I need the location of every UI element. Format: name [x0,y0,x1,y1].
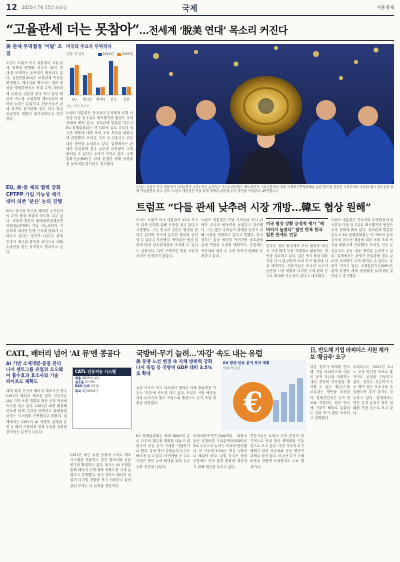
chart-tick-label: 캐나다 [95,97,106,102]
chart-bar-일본-2024년 [122,87,126,95]
chart-bar-캐나다-2024년 [96,88,100,95]
infobox-row-value: 2만명 [90,384,99,389]
lead-subhead-2: EU, 美·중 제외 협력 강화 CPTPP 가입 가능성 제기 대미 의존 '분산' 논의 진행 [6,186,62,205]
chart-bar-일본-2025년 [127,87,131,95]
headline-part1: “고율관세 더는 못참아” [6,23,140,38]
section-name: 국제 [182,3,198,13]
trump-trophy-photo[interactable] [136,44,394,184]
sub-column-4 [331,218,393,340]
article-rapidus-title: 日, 반도체 기업 라피더스 지원 재가 보 '황금주' 요구 [310,348,389,361]
article-catl-body: 세계 최대 전기차 배터리 제조사인 중국 CATL이 배터리 제조를 넘어 인공지능(AI) 기반 소재 개발과 생산 공정 혁신에 속도를 내고 있다. CATL은 AI를 활용해 신소재 탐색 기간을 단축하고 불량률을 낮추는 시스템을 구축했다고 밝혔다. 업계에서는 CATL이 AI 역량을 앞세워 유럽 등 해외 시장에서 경쟁 우위를 강화할 것이라는 분석이 나온다. [6,389,67,434]
chart-source: 자료: 미국 상무부 [66,104,90,108]
legend-label-2024: 2024년 [102,52,114,56]
headline-part2: …전세계 ‘脫美 연대’ 목소리 커진다 [139,26,288,37]
chart-bar-캐나다-2025년 [101,87,105,95]
chart-bar-멕시코-2024년 [83,75,87,95]
main-headline[interactable] [6,19,394,40]
article-catl[interactable] [6,348,132,558]
article-europe-columns [136,434,306,556]
article-rapidus-columns [310,365,394,555]
sub-column-1-body: 도널드 트럼프 미국 대통령은 13일 각국이 관세 인하를 위해 시장을 열고 있다고 주장했다. 그는 한국과 일본도 협상을 원하고 있다며 자국에 유리한 합의를 끌어낼 수 있다고 자신했다. 백악관은 협상 결과에 따라 상호관세율을 조정할 수 있다는 입장이다. 다만 구체적인 협상 시한과 조건은 공개하지 않았다. [136,218,198,258]
sub-column-3 [266,218,328,340]
euro-graphic-title: EU 방위·안보 분야 투자 계획 [223,361,270,365]
sub-headline[interactable]: 트럼프 “다들 관세 낮추려 시장 개방…韓도 협상 원해” [136,202,371,214]
paper-name: 서울경제 [376,6,394,11]
article-catl-title: CATL, 배터리 넘어 'AI 뮤'엔 콩공다 [6,349,121,358]
article-rapidus[interactable] [310,348,394,558]
photo-caption: 도널드 트럼프 미국 대통령이 13일(현지 시간) 미국 뉴저지주 이스트러더퍼드 메트라이프 스타디움에서 열린 국제축구연맹(FIFA) 클럽 월드컵 결승전 시상식에서 우승팀 첼시 선수들과 함께 기념촬영을 하고 있다. 트럼프 대통령은 이날 관세 정책과 관련해 추가 발언을 이어갔다. AP연합뉴스 [136,185,394,193]
chart-bar-멕시코-2025년 [88,73,92,95]
chart-unit: 단위: 억 달러 [66,52,85,56]
chart-title: 미국의 주요국 무역적자 [66,45,112,50]
trade-deficit-chart [66,44,133,108]
euro-sign-icon [221,360,306,430]
infobox-row-label: 매출 [75,376,81,380]
chart-bar-EU-2025년 [75,65,79,95]
article-europe-body-2: 북대서양조약기구(NATO) 회원국들은 국방비를 국내총생산(GDP)의 5% 수준으로 늘리는 목표에 합의했다. 이 가운데 3.5%는 핵심 국방비로 채워야 한다. 유럽 각국은 재정 부담에도 안보 환경 변화에 대응하기 위해 예산을 늘리고 있다. [193,434,247,469]
sub-column-1 [136,218,198,340]
chart-tick-label: EU [72,97,77,102]
article-europe-defense[interactable] [136,348,306,558]
svg-text:€: € [243,386,263,419]
article-catl-lead: AI 기반 소재개발·품질 관리 나서 센트그룹 유럽과 오오웨어 흡수효과 효소사와 기술 파이프도 제확도 [6,362,63,385]
masthead [6,3,394,16]
chart-tick-label: 중국 [110,97,117,102]
article-europe-title: 국방비·무기 늘려…'자강' 속도 내는 유럽 [136,349,263,358]
chart-bar-중국-2024년 [109,61,113,95]
lead-body: 도널드 트럼프 미국 대통령의 고율 관세 정책에 반발해 각국이 '탈미 연대'를 모색하는 움직임이 확산되고 있다. 유럽연합(EU)은 보복관세 목록을 확정했고, 캐나다와 멕시코는 대미 협상을 병행하면서도 역내 무역 다변화에 나섰다. 일본과 한국 역시 통상 협상의 속도를 조절하며 제3국과의 협력을 늘리는 분위기다. 전문가들은 관세 충격이 장기화할 경우 미국 중심 공급망의 재편이 불가피하다고 진단한다. [6,61,63,122]
chart-bar-EU-2024년 [70,68,74,95]
chart-bar-중국-2025년 [114,66,118,95]
page-number: 12 [6,3,18,12]
article-europe-body-3: 전문가들은 유럽의 군비 증강이 장기적으로 역내 방산 생태계를 키울 것으로 보고 있다. 다만 각국의 무기 체계가 달라 표준화와 공동 생산이 과제로 남아 있다. 미국산 무기 구매 비중을 어떻게 조정할지도 주요 쟁점이다. [250,434,304,469]
column-b-body: 트럼프 대통령은 각국과의 무역협정 타결 시한을 다음 달 1일로 제시했지만 협상은 교착 상태에 빠져 있다. 상호관세 발효를 앞두고 EU 집행위원회는 약 720억 유로 규모의 미국산 제품에 대한 보복 조치 목록을 회원국에 전달했다. 브라질, 인도 등 신흥국도 공동 대응 방안을 논의하고 있다. 업계에서는 관세가 현실화할 경우 글로벌 교역량이 크게 줄어들 수 있다는 우려가 커지고 있다. 국제통화기금(IMF)은 관세 분쟁이 세계 성장률을 끌어내릴 것이라고 경고했다. [66,111,133,166]
infobox-row-label: 점유율 [75,380,84,385]
euro-graphic [221,360,306,430]
chart-tick-label: 멕시코 [82,97,93,102]
chart-tick-label: 일본 [123,97,130,102]
legend-label-2025: 2025년 [121,52,133,56]
column-b [66,111,133,340]
page-date: 2025년 7월 15일 화요일 [22,5,67,10]
infobox-title: CATL 인공지능 시스템 [73,368,131,376]
infobox-row-label: R&D 인력 [75,384,90,389]
quote-box: 미국 협상 상황 긍정적 평가 "레버리지 높였다" 발언 반복 한국 일본 관세도 언급 [266,218,328,241]
article-europe-lead-body: 유럽 각국이 미국 의존에서 벗어나 자체 방위력을 키우는 '자강'에 속도를 내고 있다. 독일은 국방 예산을 대폭 늘리기로 했고 프랑스와 폴란드도 무기 조달 계획을 앞당겼다. [136,386,216,406]
lead-column [6,44,63,340]
sub-column-4-body: 트럼프 대통령은 각국과의 무역협정 타결 시한을 다음 달 1일로 제시했지만 협상은 교착 상태에 빠져 있다. 상호관세 발효를 앞두고 EU 집행위원회는 약 720억 유로 규모의 미국산 제품에 대한 보복 조치 목록을 회원국에 전달했다. 브라질, 인도 등 신흥국도 공동 대응 방안을 논의하고 있다. 업계에서는 관세가 현실화할 경우 글로벌 교역량이 크게 줄어들 수 있다는 우려가 커지고 있다. 국제통화기금(IMF)은 관세 분쟁이 세계 성장률을 끌어내릴 것이라고 경고했다. [331,218,393,279]
euro-graphic-unit: 단위: 억 유로 [223,366,241,370]
lead-body-2: EU는 중국과 미국을 제외한 국가들과의 무역 협정 체결에 속도를 내고 있다. 포괄적·점진적 환태평양경제동반자협정(CPTPP) 가입 가능성까지 거론되며 대서양 동맹 구조에 변화가 나타나고 있다는 평가가 나온다. 관세 부과가 예고된 품목을 중심으로 대체 수출선을 찾는 움직임도 빨라지고 있다. [6,209,63,254]
infobox-row [73,389,131,393]
article-europe-body-1: EU 집행위원회는 최대 8000억 유로 규모의 재무장 계획을 내놓고 회원국의 공동 무기 구매를 지원하기로 했다. 유럽 방산 업체들의 수주도 빠르게 늘고 있다. 라인메탈 등 주요 기업은 생산 능력 확대를 위한 신규 공장 건설에 나섰다. [136,434,190,469]
infobox-row-value: 37.9% [84,380,95,385]
chart-plot [66,56,133,102]
article-catl-body-2: CATL은 최근 유럽 공장에 스마트 제조 시스템을 적용하고 현지 협력사와 공동 연구를 확대하고 있다. 회사는 AI 모델을 통해 배터리 수명 예측 정확도를 크게 높였다고 설명했다. 중국 정부도 배터리 산업의 디지털 전환을 적극 지원하고 있어 관련 투자는 더 늘어날 전망이다. [70,453,131,488]
infobox-row-value: 4만3000건 [81,388,98,393]
article-europe-lead: 美 동맹 노선 변경 속 자체 방위력 강화 나서 독일 등 국방비 GDP 대비 3.5%로 확대 [136,360,213,377]
sub-column-2 [201,218,263,340]
section-divider [6,344,394,345]
catl-infobox [72,367,132,429]
infobox-row-value: 3620억 위안 [81,376,100,380]
sub-column-3-body: 한국은 대미 협상에서 조선 협력과 에너지 구매 확대 등을 지렛대로 활용하는 방안을 검토하고 있다. 일본 역시 협상 대표단을 다시 워싱턴에 보내 추가 협의에 나설 예정이다. 전문가들은 미국의 요구가 농산물 시장 개방과 디지털 규제 완화 등으로 확대될 가능성이 있다고 내다봤다. [266,243,328,279]
article-rapidus-body: 일본 정부가 차세대 반도체 기업 라피더스에 대규모 공적 자금을 지원하는 대신 경영에 거부권을 행사할 수 있는 '황금주'를 보유하는 방안을 추진한다. 경제산업성은 국가 안보와 직결되는 첨단 반도체 기술이 해외로 유출되는 것을 막기 위한 조치라고 설명했다. [310,365,350,420]
photo-illustration [136,44,394,184]
article-rapidus-body-2: 라피더스는 2027년 2나노 공정 양산을 목표로 홋카이도 공장을 가동하고 있다. 정부는 지금까지 1조 엔이 넘는 보조금을 투입했으며 추가 출자도 검토하고 있다. 업계에서는 민간 투자 유치가 향후 성패를 가를 것으로 보고 있다. [353,365,393,415]
lead-subhead: 美 관세 무역협정 '이탈' 조짐 [6,45,63,57]
infobox-row-label: 특허 [75,388,81,393]
sub-column-2-body: 트럼프 대통령은 이날 기자들과 만나 관세가 미국의 협상력을 높였다고 강조했다. 그는 많은 나라들이 관세를 낮추기 위해 시장을 개방하고 있다고 말했다. 한국 정부는 통상 협의를 이어가며 상호관세 유예 연장을 요청할 계획이다. 산업계는 자동차와 철강 등 주력 품목의 피해를 우려하고 있다. [201,218,263,258]
